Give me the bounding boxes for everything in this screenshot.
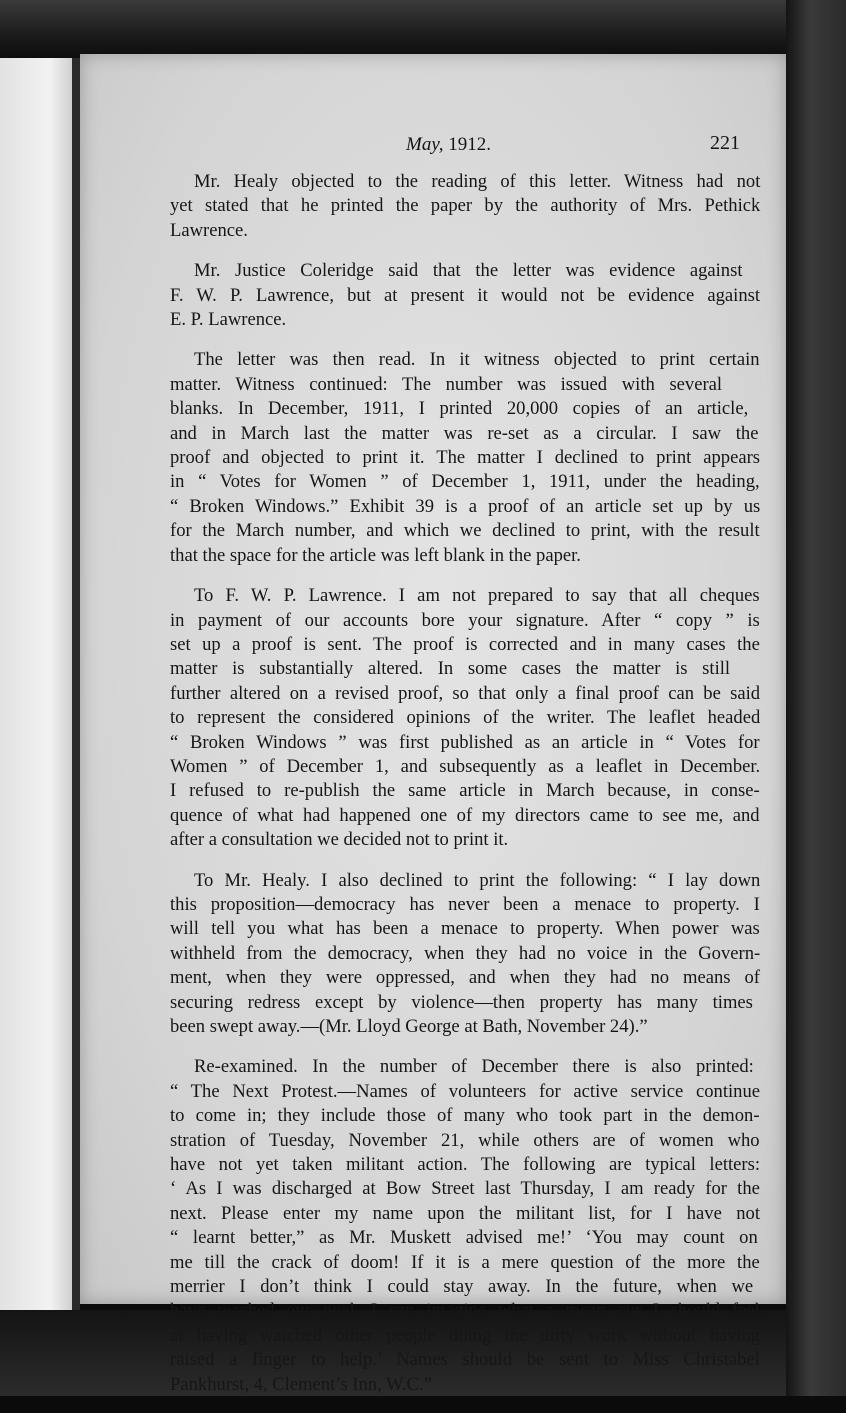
text-line: withheld from the democracy, when they had no voice in the Govern-	[170, 942, 761, 964]
text-line: to represent the considered opinions of the writer. The leaflet headed	[170, 707, 761, 729]
text-line: “ The Next Protest.—Names of volunteers for active service continue	[170, 1080, 761, 1102]
text-line: “ Broken Windows.” Exhibit 39 is a proof of an article set up by us	[170, 495, 761, 517]
text-line: stration of Tuesday, November 21, while others are of women who	[170, 1129, 760, 1151]
text-line: “ learnt better,” as Mr. Muskett advised me!’ ‘You may count on	[170, 1227, 758, 1249]
page-number: 221	[710, 132, 740, 154]
text-line: “ Broken Windows ” was first published as an article in “ Votes for	[170, 731, 760, 753]
text-line: Women ” of December 1, and subsequently as a leaflet in December.	[170, 755, 761, 777]
text-line: next. Please enter my name upon the militant list, for I have not	[170, 1202, 760, 1224]
text-line: securing redress except by violence—then property has many times	[170, 991, 753, 1013]
text-line: will tell you what has been a menace to property. When power was	[170, 918, 760, 940]
text-line: and in March last the matter was re-set as a circular. I saw the	[170, 422, 759, 444]
text-line: further altered on a revised proof, so that only a final proof can be said	[170, 682, 761, 704]
running-header	[80, 132, 786, 162]
text-line: ment, when they were oppressed, and when they had no means of	[170, 967, 760, 989]
paragraph	[170, 348, 760, 568]
text-line: E. P. Lawrence.	[170, 309, 287, 331]
text-line: this proposition—democracy has never been a menace to property. I	[170, 893, 760, 915]
text-line: for the March number, and which we declined to print, with the result	[170, 520, 760, 542]
page-body	[170, 170, 760, 1413]
header-month: May,	[406, 134, 444, 155]
text-line: matter. Witness continued: The number was issued with several	[170, 373, 723, 395]
text-line: in payment of our accounts bore your signature. After “ copy ” is	[170, 609, 760, 631]
text-line: ‘ As I was discharged at Bow Street last Thursday, I am ready for the	[170, 1178, 760, 1200]
text-line: have not yet taken militant action. The following are typical letters:	[170, 1154, 761, 1176]
text-line: merrier I don’t think I could stay away. In the future, when we	[170, 1276, 754, 1298]
paragraph	[170, 170, 760, 243]
header-year: 1912.	[448, 134, 491, 155]
text-line: I refused to re-publish the same article in March because, in conse-	[170, 780, 760, 802]
text-line: have reached our goal, I can imagine what a mean cur I should feel	[170, 1300, 760, 1322]
text-line: after a consultation we decided not to print it.	[170, 829, 509, 851]
text-line: yet stated that he printed the paper by the authority of Mrs. Pethick	[170, 195, 761, 217]
text-line: raised a finger to help.’ Names should be sent to Miss Christabel	[170, 1349, 760, 1371]
text-line: quence of what had happened one of my directors came to see me, and	[170, 804, 760, 826]
paragraph	[170, 259, 760, 332]
document-page	[80, 54, 786, 1395]
text-line: been swept away.—(Mr. Lloyd George at Bath, November 24).”	[170, 1016, 648, 1037]
text-line: set up a proof is sent. The proof is corrected and in many cases the	[170, 633, 760, 655]
text-line: To F. W. P. Lawrence. I am not prepared to say that all cheques	[194, 585, 760, 607]
text-line: proof and objected to print it. The matter I declined to print appears	[170, 447, 761, 469]
text-line: blanks. In December, 1911, I printed 20,000 copies of an article,	[170, 398, 749, 420]
text-line: matter is substantially altered. In some cases the matter is still	[170, 658, 731, 680]
text-line: me till the crack of doom! If it is a mere question of the more the	[170, 1251, 760, 1273]
text-line: Pankhurst, 4, Clement’s Inn, W.C.”	[170, 1373, 432, 1395]
text-line: Mr. Justice Coleridge said that the letter was evidence against	[194, 260, 743, 282]
text-line: to come in; they include those of many who took part in the demon-	[170, 1105, 760, 1127]
paragraph	[170, 869, 760, 1040]
facing-page-edge	[0, 58, 72, 1310]
header-date	[406, 134, 491, 156]
text-line: in “ Votes for Women ” of December 1, 1911, under the heading,	[170, 471, 760, 493]
scan-top-border	[0, 0, 846, 62]
text-line: at having watched other people doing the dirty work without having	[170, 1324, 761, 1346]
text-line: Lawrence.	[170, 219, 248, 241]
book-gutter	[72, 58, 80, 1310]
text-line: F. W. P. Lawrence, but at present it would not be evidence against	[170, 284, 761, 306]
scan-right-border	[786, 0, 846, 1396]
text-line: The letter was then read. In it witness objected to print certain	[194, 349, 760, 371]
text-line: To Mr. Healy. I also declined to print the following: “ I lay down	[194, 869, 761, 891]
text-line: that the space for the article was left blank in the paper.	[170, 544, 581, 566]
paragraph	[170, 584, 760, 852]
text-line: Re-examined. In the number of December there is also printed:	[194, 1056, 754, 1078]
paragraph	[170, 1055, 760, 1397]
text-line: Mr. Healy objected to the reading of this letter. Witness had not	[194, 171, 761, 192]
